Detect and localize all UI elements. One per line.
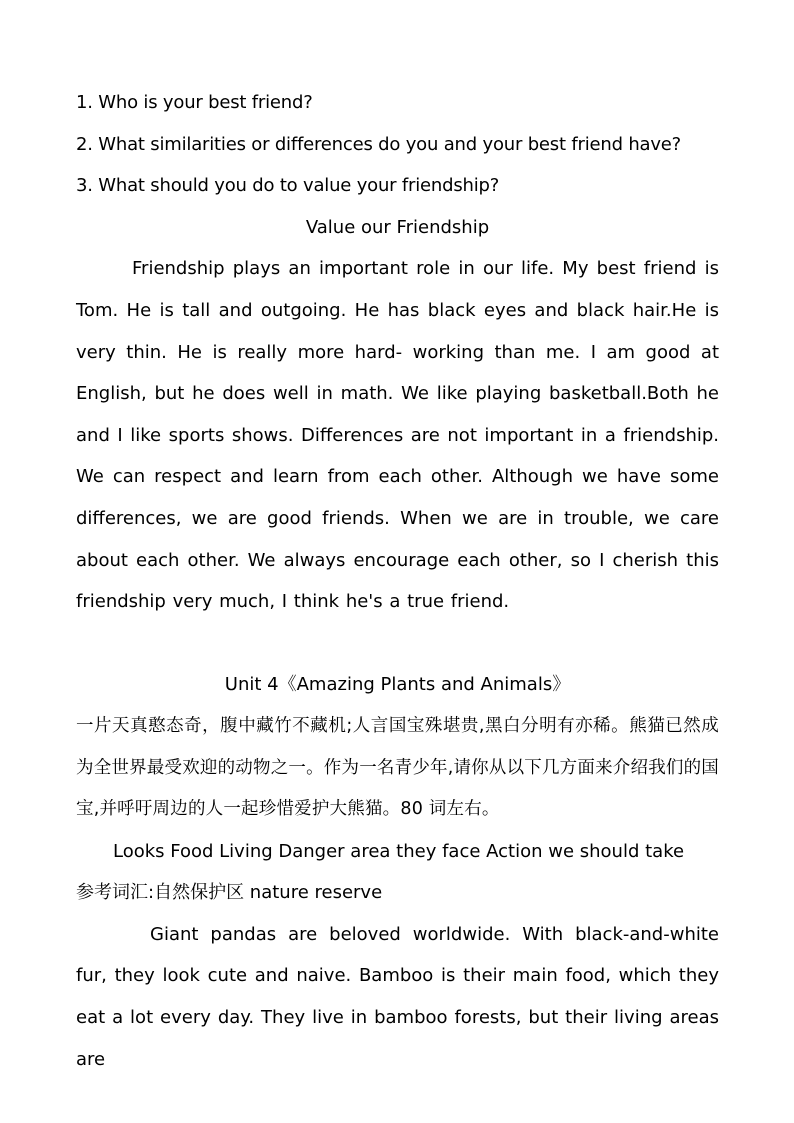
reference-words: 参考词汇:自然保护区 nature reserve — [76, 882, 383, 904]
question-3: 3. What should you do to value your friendship? — [76, 175, 500, 197]
panda-essay: Giant pandas are beloved worldwide. With black-and-white fur, they look cute and naive. Bamboo is their main food, which they eat a lot every day. They live in bamboo forests, but their living areas are — [76, 923, 719, 1070]
question-2: 2. What similarities or differences do you and your best friend have? — [76, 133, 682, 155]
document-page — [76, 82, 719, 1080]
question-1: 1. Who is your best friend? — [76, 92, 313, 113]
essay-title: Value our Friendship — [305, 216, 490, 238]
essay-body: Friendship plays an important role in our life. My best friend is Tom. He is tall and outgoing. He has black eyes and black hair.He is very thin. He is really more hard- working than me. I am good at English, but he does well in math. We like playing basketball.Both he and I like sports shows. Differences are not important in a friendship. We can respect and learn from each other. Although we have some differences, we are good friends. When we are in trouble, we care about each other. We always encourage each other, so I cherish this friendship very much, I think he's a true friend. — [76, 258, 719, 613]
section-spacer — [76, 623, 719, 665]
writing-prompt: 一片天真憨态奇，腹中藏竹不藏机;人言国宝殊堪贵,黑白分明有亦稀。熊猫已然成为全世界最受欢迎的动物之一。作为一名青少年,请你从以下几方面来介绍我们的国宝,并呼吁周边的人一起珍惜爱护大熊猫。80 词左右。 — [76, 715, 719, 820]
unit-title: Unit 4《Amazing Plants and Animals》 — [224, 674, 571, 696]
aspect-list: Looks Food Living Danger area they face Action we should take — [113, 840, 685, 862]
